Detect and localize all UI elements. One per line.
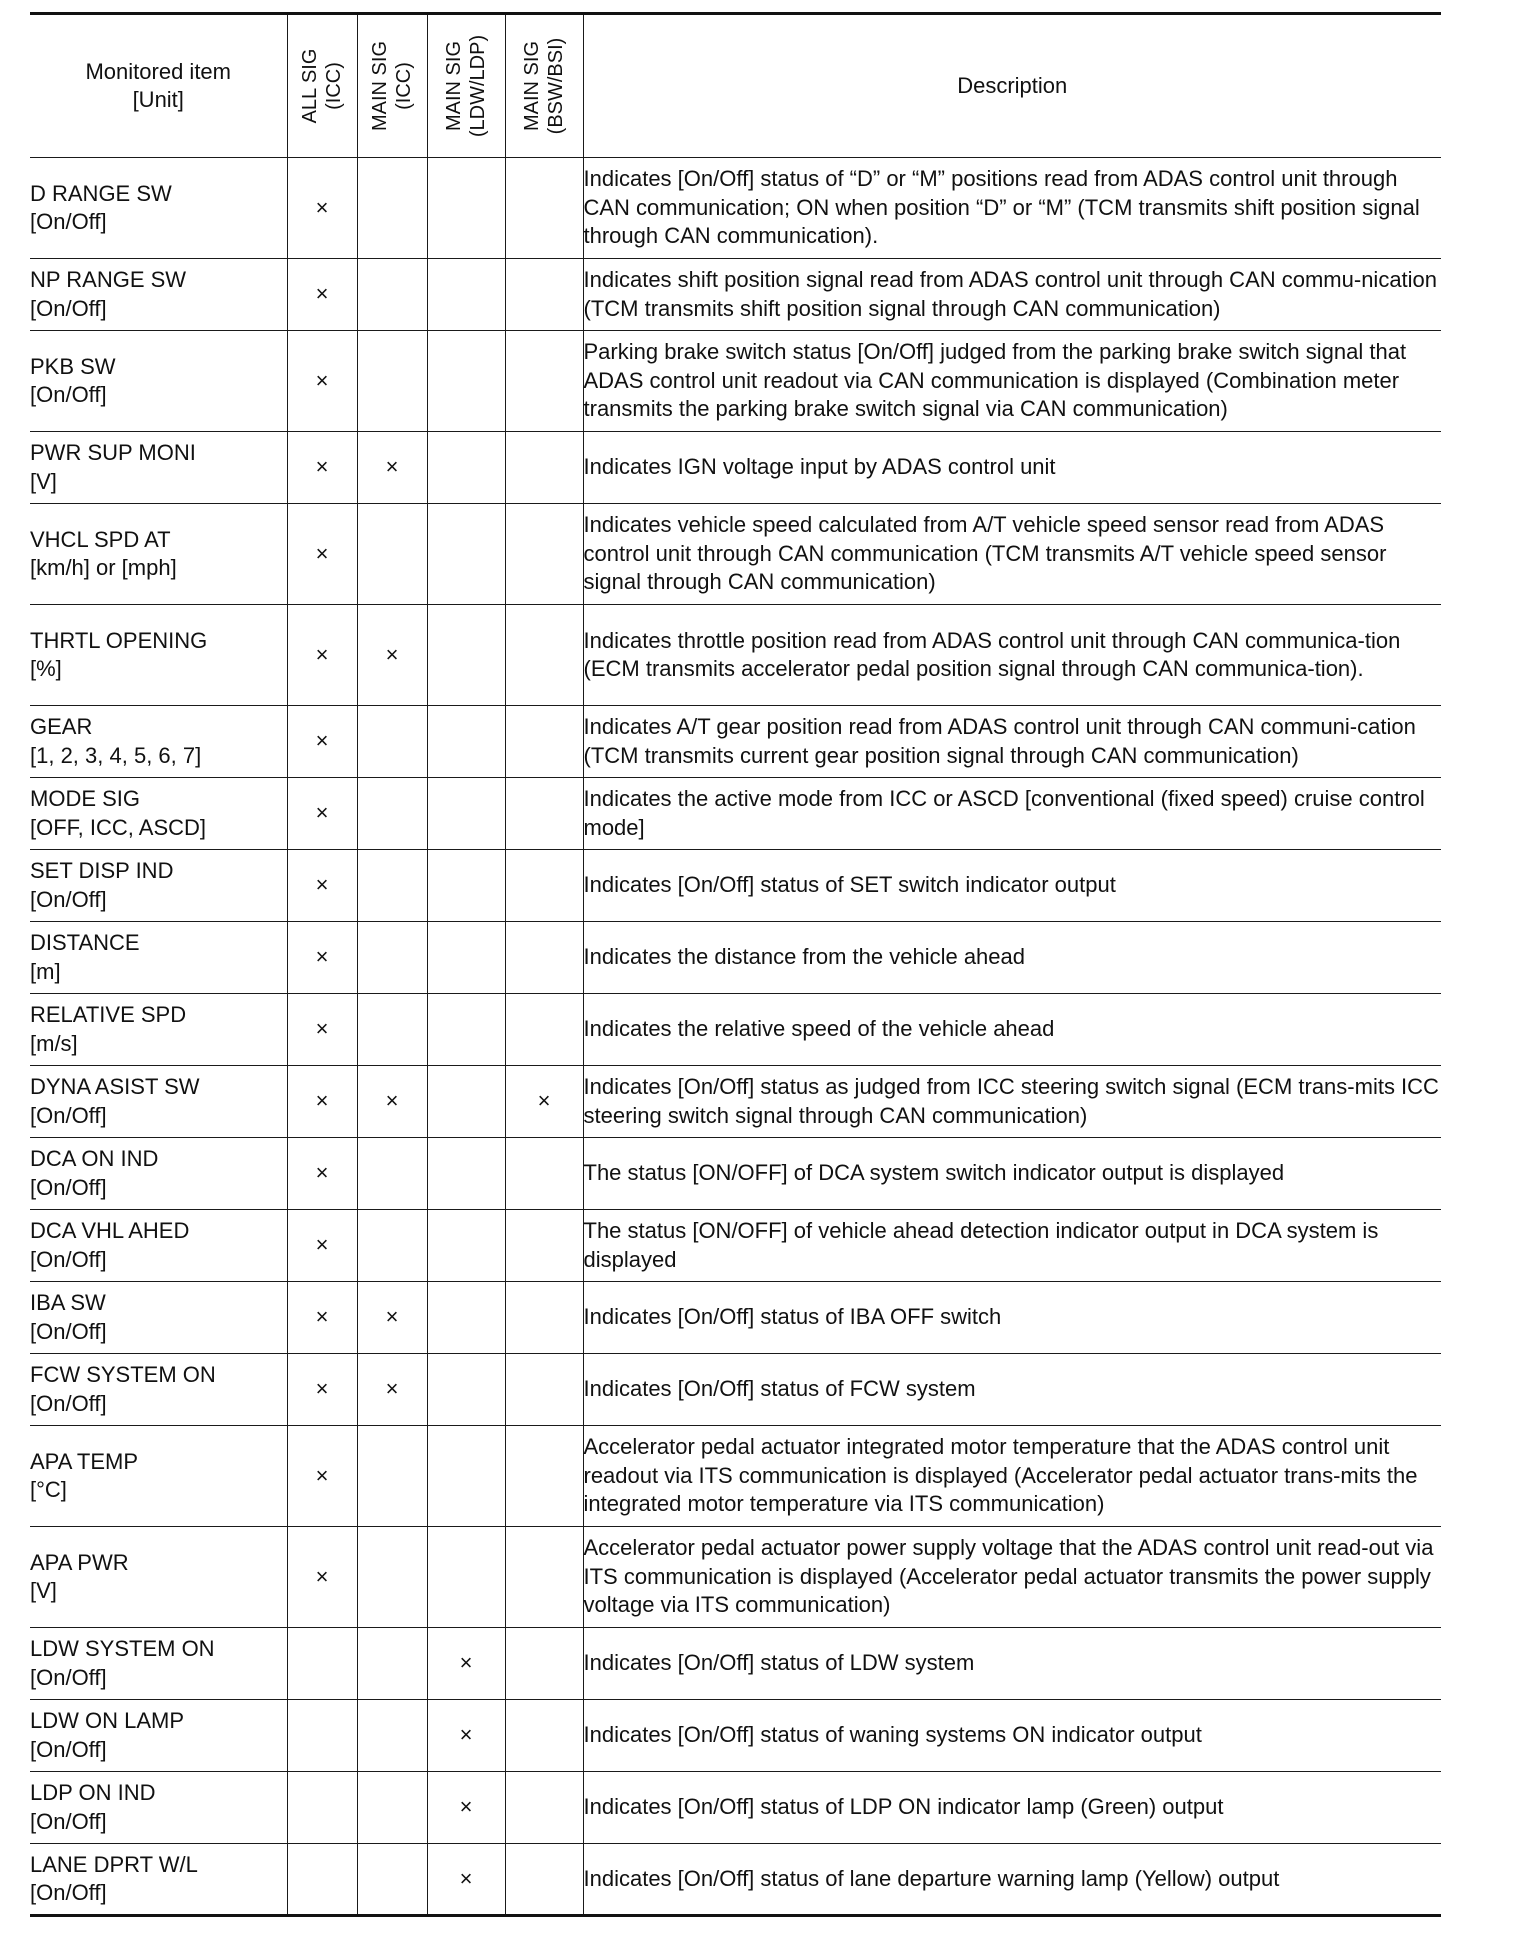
main-sig-bsw-bsi-mark xyxy=(505,1628,583,1700)
main-sig-ldw-ldp-mark xyxy=(427,158,505,259)
item-name: RELATIVE SPD xyxy=(30,1002,187,1027)
monitored-item-cell xyxy=(30,1354,287,1426)
description-cell: Indicates the active mode from ICC or ASCD [conventional (fixed speed) cruise control mode] xyxy=(583,778,1441,850)
item-name: MODE SIG xyxy=(30,786,141,811)
main-sig-bsw-bsi-mark xyxy=(505,922,583,994)
description-cell: Indicates [On/Off] status of waning systems ON indicator output xyxy=(583,1700,1441,1772)
item-unit: [°C] xyxy=(30,1477,67,1502)
item-unit: [On/Off] xyxy=(30,1390,107,1416)
main-sig-bsw-bsi-mark xyxy=(505,1844,583,1916)
item-name: NP RANGE SW xyxy=(30,267,187,292)
table-row xyxy=(30,778,1441,850)
monitored-item-cell xyxy=(30,432,287,504)
description-cell: Parking brake switch status [On/Off] judged from the parking brake switch signal that ADAS control unit readout via CAN communication is displayed (Combination meter transmits the parking brake switch signal via CAN communication) xyxy=(583,331,1441,432)
main-sig-bsw-bsi-mark xyxy=(505,259,583,331)
main-sig-bsw-bsi-mark xyxy=(505,778,583,850)
table-row xyxy=(30,432,1441,504)
main-sig-ldw-ldp-mark xyxy=(427,1282,505,1354)
table-row xyxy=(30,331,1441,432)
monitored-item-cell xyxy=(30,922,287,994)
item-unit: [OFF, ICC, ASCD] xyxy=(30,814,207,840)
all-sig-icc-mark xyxy=(287,1628,357,1700)
main-sig-icc-mark xyxy=(357,1210,427,1282)
table-row xyxy=(30,259,1441,331)
description-cell: Indicates [On/Off] status of LDW system xyxy=(583,1628,1441,1700)
header-sig-line: (LDW/LDP) xyxy=(467,34,489,138)
description-cell: Accelerator pedal actuator integrated motor temperature that the ADAS control unit readout via ITS communication is displayed (Accelerator pedal actuator trans-mits the integrated motor temperature via ITS communication) xyxy=(583,1426,1441,1527)
main-sig-ldw-ldp-mark xyxy=(427,605,505,706)
item-unit: [On/Off] xyxy=(30,1736,107,1762)
monitored-item-cell xyxy=(30,1066,287,1138)
main-sig-bsw-bsi-mark xyxy=(505,1282,583,1354)
monitored-item-cell xyxy=(30,1210,287,1282)
main-sig-icc-mark xyxy=(357,1138,427,1210)
item-unit: [On/Off] xyxy=(30,1102,107,1128)
main-sig-bsw-bsi-mark xyxy=(505,1354,583,1426)
all-sig-icc-mark: × xyxy=(287,1282,357,1354)
monitored-item-cell xyxy=(30,1628,287,1700)
table-row xyxy=(30,1138,1441,1210)
main-sig-bsw-bsi-mark xyxy=(505,1138,583,1210)
monitored-item-cell xyxy=(30,850,287,922)
table-row xyxy=(30,706,1441,778)
item-unit: [V] xyxy=(30,1578,57,1603)
all-sig-icc-mark: × xyxy=(287,158,357,259)
table-row xyxy=(30,1066,1441,1138)
item-name: LDW SYSTEM ON xyxy=(30,1636,215,1661)
table-row xyxy=(30,1772,1441,1844)
all-sig-icc-mark: × xyxy=(287,922,357,994)
main-sig-ldw-ldp-mark xyxy=(427,706,505,778)
item-name: LDW ON LAMP xyxy=(30,1708,185,1733)
monitored-item-cell xyxy=(30,1138,287,1210)
main-sig-icc-mark xyxy=(357,1700,427,1772)
description-cell: The status [ON/OFF] of DCA system switch indicator output is displayed xyxy=(583,1138,1441,1210)
table-row xyxy=(30,1844,1441,1916)
description-cell: Indicates [On/Off] status of IBA OFF switch xyxy=(583,1282,1441,1354)
main-sig-ldw-ldp-mark xyxy=(427,504,505,605)
all-sig-icc-mark: × xyxy=(287,1210,357,1282)
table-row xyxy=(30,1700,1441,1772)
monitored-item-cell xyxy=(30,1844,287,1916)
all-sig-icc-mark: × xyxy=(287,504,357,605)
item-name: LDP ON IND xyxy=(30,1780,156,1805)
main-sig-ldw-ldp-mark xyxy=(427,1210,505,1282)
main-sig-ldw-ldp-mark xyxy=(427,1354,505,1426)
main-sig-icc-mark xyxy=(357,158,427,259)
description-cell: Indicates [On/Off] status of lane departure warning lamp (Yellow) output xyxy=(583,1844,1441,1916)
description-cell: Indicates the distance from the vehicle ahead xyxy=(583,922,1441,994)
main-sig-icc-mark xyxy=(357,1426,427,1527)
item-unit: [On/Off] xyxy=(30,1246,107,1272)
main-sig-icc-mark xyxy=(357,922,427,994)
main-sig-bsw-bsi-mark xyxy=(505,504,583,605)
item-name: PKB SW xyxy=(30,353,116,379)
item-unit: [On/Off] xyxy=(30,382,107,407)
all-sig-icc-mark: × xyxy=(287,778,357,850)
header-sig-line: ALL SIG xyxy=(299,48,321,124)
description-cell: Indicates A/T gear position read from ADAS control unit through CAN communi-cation (TCM transmits current gear position signal through CAN communication) xyxy=(583,706,1441,778)
description-cell: Indicates [On/Off] status of SET switch indicator output xyxy=(583,850,1441,922)
main-sig-icc-mark xyxy=(357,1628,427,1700)
item-unit: [On/Off] xyxy=(30,295,107,321)
main-sig-ldw-ldp-mark xyxy=(427,259,505,331)
item-name: SET DISP IND xyxy=(30,858,174,883)
header-item-label: Monitored item xyxy=(85,59,231,84)
main-sig-bsw-bsi-mark xyxy=(505,432,583,504)
item-unit: [V] xyxy=(30,468,57,494)
main-sig-bsw-bsi-mark xyxy=(505,605,583,706)
item-name: APA TEMP xyxy=(30,1448,139,1474)
table-row xyxy=(30,504,1441,605)
monitored-item-cell xyxy=(30,158,287,259)
main-sig-ldw-ldp-mark xyxy=(427,331,505,432)
description-cell: Accelerator pedal actuator power supply voltage that the ADAS control unit read-out via ITS communication is displayed (Accelerator pedal actuator transmits the power supply voltage via ITS communication) xyxy=(583,1527,1441,1628)
item-unit: [m] xyxy=(30,958,61,984)
header-sig-line: (ICC) xyxy=(323,62,345,110)
description-cell: Indicates shift position signal read from ADAS control unit through CAN commu-nication (TCM transmits shift position signal through CAN communication) xyxy=(583,259,1441,331)
main-sig-ldw-ldp-mark xyxy=(427,922,505,994)
header-sig-line: MAIN SIG xyxy=(369,40,391,132)
main-sig-icc-mark: × xyxy=(357,432,427,504)
all-sig-icc-mark: × xyxy=(287,1527,357,1628)
item-name: PWR SUP MONI xyxy=(30,440,196,465)
main-sig-icc-mark: × xyxy=(357,1354,427,1426)
main-sig-bsw-bsi-mark xyxy=(505,994,583,1066)
main-sig-icc-mark xyxy=(357,778,427,850)
monitored-item-cell xyxy=(30,1426,287,1527)
main-sig-bsw-bsi-mark xyxy=(505,331,583,432)
description-cell: Indicates IGN voltage input by ADAS control unit xyxy=(583,432,1441,504)
main-sig-ldw-ldp-mark xyxy=(427,1138,505,1210)
main-sig-ldw-ldp-mark xyxy=(427,432,505,504)
description-cell: Indicates [On/Off] status of FCW system xyxy=(583,1354,1441,1426)
item-unit: [On/Off] xyxy=(30,1664,107,1690)
main-sig-bsw-bsi-mark xyxy=(505,1772,583,1844)
main-sig-ldw-ldp-mark: × xyxy=(427,1844,505,1916)
main-sig-bsw-bsi-mark xyxy=(505,1700,583,1772)
all-sig-icc-mark: × xyxy=(287,259,357,331)
main-sig-icc-mark xyxy=(357,331,427,432)
table-header-row xyxy=(30,14,1441,158)
item-unit: [%] xyxy=(30,656,62,681)
header-sig-line: (BSW/BSI) xyxy=(545,37,567,135)
all-sig-icc-mark: × xyxy=(287,850,357,922)
monitored-item-cell xyxy=(30,1700,287,1772)
item-name: DCA VHL AHED xyxy=(30,1218,190,1243)
header-sig-line: (ICC) xyxy=(393,62,415,110)
main-sig-bsw-bsi-mark xyxy=(505,1426,583,1527)
data-monitor-sheet xyxy=(30,12,1441,1917)
main-sig-icc-mark xyxy=(357,1772,427,1844)
description-cell: Indicates the relative speed of the vehicle ahead xyxy=(583,994,1441,1066)
main-sig-ldw-ldp-mark xyxy=(427,850,505,922)
table-row xyxy=(30,1282,1441,1354)
table-row xyxy=(30,1628,1441,1700)
item-unit: [m/s] xyxy=(30,1030,78,1056)
all-sig-icc-mark: × xyxy=(287,605,357,706)
all-sig-icc-mark xyxy=(287,1772,357,1844)
item-name: THRTL OPENING xyxy=(30,627,208,653)
main-sig-icc-mark xyxy=(357,1527,427,1628)
item-name: APA PWR xyxy=(30,1549,129,1575)
header-unit-label: [Unit] xyxy=(132,87,184,112)
all-sig-icc-mark xyxy=(287,1844,357,1916)
table-row xyxy=(30,158,1441,259)
main-sig-ldw-ldp-mark: × xyxy=(427,1700,505,1772)
item-name: VHCL SPD AT xyxy=(30,526,171,552)
main-sig-icc-mark: × xyxy=(357,605,427,706)
main-sig-icc-mark: × xyxy=(357,1066,427,1138)
table-row xyxy=(30,1354,1441,1426)
all-sig-icc-mark: × xyxy=(287,1354,357,1426)
description-cell: Indicates [On/Off] status of LDP ON indicator lamp (Green) output xyxy=(583,1772,1441,1844)
item-name: D RANGE SW xyxy=(30,180,172,206)
monitored-item-cell xyxy=(30,1527,287,1628)
all-sig-icc-mark xyxy=(287,1700,357,1772)
item-name: IBA SW xyxy=(30,1290,106,1315)
item-unit: [On/Off] xyxy=(30,1880,107,1905)
item-unit: [km/h] or [mph] xyxy=(30,555,177,580)
item-name: GEAR xyxy=(30,714,93,739)
all-sig-icc-mark: × xyxy=(287,1138,357,1210)
item-name: LANE DPRT W/L xyxy=(30,1851,198,1877)
main-sig-ldw-ldp-mark: × xyxy=(427,1772,505,1844)
monitored-item-cell xyxy=(30,605,287,706)
main-sig-icc-mark xyxy=(357,259,427,331)
table-row xyxy=(30,850,1441,922)
monitored-item-cell xyxy=(30,331,287,432)
header-all-sig-icc xyxy=(287,14,357,158)
table-row xyxy=(30,1426,1441,1527)
main-sig-icc-mark xyxy=(357,706,427,778)
item-name: DISTANCE xyxy=(30,930,140,955)
main-sig-ldw-ldp-mark xyxy=(427,994,505,1066)
main-sig-icc-mark xyxy=(357,504,427,605)
main-sig-ldw-ldp-mark xyxy=(427,778,505,850)
main-sig-icc-mark: × xyxy=(357,1282,427,1354)
header-sig-line: MAIN SIG xyxy=(521,40,543,132)
description-cell: Indicates throttle position read from ADAS control unit through CAN communica-tion (ECM transmits accelerator pedal position signal through CAN communica-tion). xyxy=(583,605,1441,706)
header-monitored-item xyxy=(30,14,287,158)
main-sig-icc-mark xyxy=(357,850,427,922)
monitored-item-cell xyxy=(30,994,287,1066)
monitored-item-cell xyxy=(30,706,287,778)
main-sig-icc-mark xyxy=(357,994,427,1066)
item-name: FCW SYSTEM ON xyxy=(30,1362,216,1387)
main-sig-bsw-bsi-mark: × xyxy=(505,1066,583,1138)
monitored-item-cell xyxy=(30,504,287,605)
table-row xyxy=(30,605,1441,706)
monitored-item-cell xyxy=(30,1282,287,1354)
header-main-sig-icc xyxy=(357,14,427,158)
main-sig-ldw-ldp-mark xyxy=(427,1527,505,1628)
monitored-item-cell xyxy=(30,1772,287,1844)
item-name: DYNA ASIST SW xyxy=(30,1074,200,1099)
table-row xyxy=(30,1210,1441,1282)
main-sig-ldw-ldp-mark xyxy=(427,1066,505,1138)
monitored-item-cell xyxy=(30,259,287,331)
table-row xyxy=(30,1527,1441,1628)
main-sig-bsw-bsi-mark xyxy=(505,850,583,922)
description-cell: The status [ON/OFF] of vehicle ahead detection indicator output in DCA system is displayed xyxy=(583,1210,1441,1282)
all-sig-icc-mark: × xyxy=(287,432,357,504)
header-main-sig-bsw-bsi xyxy=(505,14,583,158)
table-row xyxy=(30,922,1441,994)
all-sig-icc-mark: × xyxy=(287,331,357,432)
main-sig-bsw-bsi-mark xyxy=(505,706,583,778)
description-cell: Indicates vehicle speed calculated from A/T vehicle speed sensor read from ADAS control unit through CAN communication (TCM transmits A/T vehicle speed sensor signal through CAN communication) xyxy=(583,504,1441,605)
all-sig-icc-mark: × xyxy=(287,1426,357,1527)
header-description: Description xyxy=(583,14,1441,158)
description-cell: Indicates [On/Off] status of “D” or “M” positions read from ADAS control unit through CAN communication; ON when position “D” or “M” (TCM transmits shift position signal through CAN communication). xyxy=(583,158,1441,259)
main-sig-bsw-bsi-mark xyxy=(505,158,583,259)
main-sig-icc-mark xyxy=(357,1844,427,1916)
item-unit: [On/Off] xyxy=(30,209,107,234)
main-sig-ldw-ldp-mark xyxy=(427,1426,505,1527)
description-cell: Indicates [On/Off] status as judged from ICC steering switch signal (ECM trans-mits ICC steering switch signal through CAN communication) xyxy=(583,1066,1441,1138)
all-sig-icc-mark: × xyxy=(287,1066,357,1138)
header-main-sig-ldw-ldp xyxy=(427,14,505,158)
main-sig-bsw-bsi-mark xyxy=(505,1210,583,1282)
data-monitor-table xyxy=(30,12,1441,1917)
monitored-item-cell xyxy=(30,778,287,850)
item-name: DCA ON IND xyxy=(30,1146,159,1171)
item-unit: [On/Off] xyxy=(30,1318,107,1344)
table-row xyxy=(30,994,1441,1066)
header-sig-line: MAIN SIG xyxy=(443,40,465,132)
item-unit: [On/Off] xyxy=(30,1808,107,1834)
all-sig-icc-mark: × xyxy=(287,994,357,1066)
main-sig-ldw-ldp-mark: × xyxy=(427,1628,505,1700)
item-unit: [On/Off] xyxy=(30,886,107,912)
all-sig-icc-mark: × xyxy=(287,706,357,778)
item-unit: [On/Off] xyxy=(30,1174,107,1200)
item-unit: [1, 2, 3, 4, 5, 6, 7] xyxy=(30,742,202,768)
main-sig-bsw-bsi-mark xyxy=(505,1527,583,1628)
